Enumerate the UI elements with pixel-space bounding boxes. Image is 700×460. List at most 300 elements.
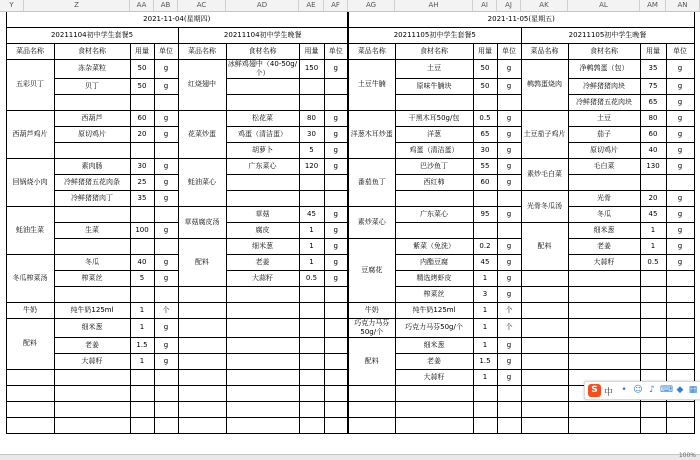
quantity[interactable] [299,78,324,94]
dish-name[interactable]: 鹌鹑蛋烧肉 [521,59,568,110]
quantity[interactable] [473,222,497,238]
quantity[interactable]: 3 [473,286,497,302]
dish-name[interactable] [6,401,54,417]
ingredient-name[interactable]: 广东菜心 [395,206,473,222]
keyboard-icon[interactable]: ⌨ [660,385,673,395]
unit[interactable]: g [324,59,348,78]
microphone-icon[interactable]: ♪ [649,385,655,395]
unit[interactable]: g [497,270,521,286]
quantity[interactable]: 60 [130,110,154,126]
unit[interactable] [324,302,348,318]
unit[interactable]: g [154,158,178,174]
ingredient-name[interactable]: 老姜 [54,337,130,353]
ingredient-name[interactable] [568,417,640,433]
quantity[interactable]: 150 [299,59,324,78]
row-gutter[interactable] [0,270,6,286]
unit[interactable]: g [154,337,178,353]
column-title[interactable]: 单位 [324,43,348,59]
unit[interactable] [666,302,694,318]
unit[interactable] [154,385,178,401]
quantity[interactable] [473,401,497,417]
ingredient-name[interactable]: 土豆 [395,59,473,78]
quantity[interactable]: 1 [473,369,497,385]
unit[interactable]: g [154,270,178,286]
quantity[interactable] [640,337,666,353]
ingredient-name[interactable] [54,94,130,110]
unit[interactable] [666,270,694,286]
quantity[interactable] [130,369,154,385]
quantity[interactable]: 0.2 [473,238,497,254]
quantity[interactable]: 1 [473,318,497,337]
dish-name[interactable]: 配料 [521,222,568,270]
quantity[interactable] [299,353,324,369]
ingredient-name[interactable]: 松花菜 [226,110,299,126]
zoom-level[interactable]: 100% [678,452,696,459]
ingredient-name[interactable]: 老姜 [568,238,640,254]
unit[interactable]: g [154,126,178,142]
quantity[interactable]: 30 [130,158,154,174]
quantity[interactable]: 1 [473,270,497,286]
unit[interactable] [497,417,521,433]
ingredient-name[interactable] [226,401,299,417]
quantity[interactable] [130,206,154,222]
unit[interactable]: g [497,174,521,190]
column-header[interactable]: AJ [497,0,521,11]
dish-name[interactable] [521,286,568,302]
quantity[interactable]: 80 [299,110,324,126]
ingredient-name[interactable] [226,78,299,94]
unit[interactable]: g [154,110,178,126]
ingredient-name[interactable] [226,417,299,433]
quantity[interactable]: 80 [640,110,666,126]
quantity[interactable] [299,318,324,337]
unit[interactable] [154,369,178,385]
dish-name[interactable] [521,401,568,417]
quantity[interactable]: 5 [299,142,324,158]
unit[interactable] [324,94,348,110]
column-title[interactable]: 用量 [640,43,666,59]
unit[interactable]: g [497,286,521,302]
unit[interactable]: g [154,254,178,270]
quantity[interactable]: 1 [130,318,154,337]
unit[interactable]: g [666,94,694,110]
unit[interactable]: g [154,353,178,369]
ingredient-name[interactable] [226,318,299,337]
ingredient-name[interactable]: 土豆 [568,110,640,126]
ingredient-name[interactable] [568,302,640,318]
unit[interactable]: g [324,110,348,126]
quantity[interactable] [640,286,666,302]
unit[interactable] [666,417,694,433]
ingredient-name[interactable]: 细米葱 [226,238,299,254]
quantity[interactable] [299,385,324,401]
dish-name[interactable]: 配料 [178,238,226,286]
ingredient-name[interactable]: 细米葱 [568,222,640,238]
ingredient-name[interactable] [54,385,130,401]
unit[interactable]: g [154,190,178,206]
quantity[interactable]: 25 [130,174,154,190]
ingredient-name[interactable] [226,94,299,110]
ingredient-name[interactable] [395,401,473,417]
ingredient-name[interactable]: 大蒜籽 [568,254,640,270]
unit[interactable] [154,286,178,302]
quantity[interactable]: 60 [640,126,666,142]
unit[interactable]: g [497,337,521,353]
quantity[interactable]: 0.5 [299,270,324,286]
column-header[interactable]: AL [568,0,640,11]
quantity[interactable]: 100 [130,222,154,238]
row-gutter[interactable] [0,286,6,302]
dish-name[interactable] [178,318,226,337]
quantity[interactable] [640,417,666,433]
unit[interactable]: g [324,158,348,174]
menu-grid-icon[interactable]: ▦ [688,385,698,395]
ingredient-name[interactable]: 西红柿 [395,174,473,190]
unit[interactable]: g [324,126,348,142]
column-header[interactable]: AM [640,0,666,11]
quantity[interactable]: 1 [473,302,497,318]
quantity[interactable]: 1 [640,238,666,254]
dish-name[interactable] [178,286,226,302]
skin-icon[interactable]: ◆ [676,385,684,395]
unit[interactable]: g [324,142,348,158]
ingredient-name[interactable] [395,385,473,401]
unit[interactable]: g [497,126,521,142]
unit[interactable]: g [497,238,521,254]
unit[interactable] [154,417,178,433]
quantity[interactable] [130,385,154,401]
unit[interactable] [666,401,694,417]
unit[interactable]: g [666,222,694,238]
quantity[interactable]: 50 [130,59,154,78]
ingredient-name[interactable] [54,401,130,417]
column-header[interactable]: AD [226,0,299,11]
dish-name[interactable]: 草菇腐皮汤 [178,206,226,238]
unit[interactable] [497,385,521,401]
unit[interactable] [324,78,348,94]
ingredient-name[interactable]: 贝丁 [54,78,130,94]
unit[interactable]: g [666,142,694,158]
unit[interactable]: g [497,78,521,94]
dish-name[interactable] [521,337,568,353]
quantity[interactable]: 0.5 [473,110,497,126]
unit[interactable]: g [154,318,178,337]
dish-name[interactable]: 红烧翅中 [178,59,226,110]
unit[interactable]: g [666,110,694,126]
row-gutter[interactable] [0,126,6,142]
dish-name[interactable] [521,318,568,337]
ingredient-name[interactable] [395,222,473,238]
unit[interactable]: g [154,174,178,190]
unit[interactable]: g [497,110,521,126]
ingredient-name[interactable] [226,353,299,369]
quantity[interactable] [130,401,154,417]
unit[interactable]: 个 [497,302,521,318]
column-header[interactable]: AK [521,0,568,11]
unit[interactable]: g [324,254,348,270]
ingredient-name[interactable] [568,270,640,286]
dish-name[interactable] [6,385,54,401]
quantity[interactable]: 35 [640,59,666,78]
quantity[interactable]: 1 [299,238,324,254]
unit[interactable] [497,401,521,417]
column-header[interactable]: AG [348,0,395,11]
quantity[interactable] [299,174,324,190]
dish-name[interactable]: 花菜炒蛋 [178,110,226,158]
ingredient-name[interactable] [568,286,640,302]
ingredient-name[interactable]: 冬瓜 [54,254,130,270]
sogou-logo-icon[interactable]: S [588,384,601,397]
ingredient-name[interactable] [226,337,299,353]
unit[interactable]: g [666,78,694,94]
quantity[interactable] [640,401,666,417]
unit[interactable] [666,353,694,369]
ingredient-name[interactable]: 广东菜心 [226,158,299,174]
ingredient-name[interactable]: 纯牛奶125ml [395,302,473,318]
unit[interactable] [324,174,348,190]
quantity[interactable]: 1 [299,254,324,270]
row-gutter[interactable] [0,222,6,238]
date-header[interactable]: 2021-11-05(星期五) [348,12,694,27]
ingredient-name[interactable]: 纯牛奶125ml [54,302,130,318]
ingredient-name[interactable]: 洋葱 [395,126,473,142]
unit[interactable]: g [497,158,521,174]
quantity[interactable] [640,302,666,318]
ingredient-name[interactable] [568,353,640,369]
unit[interactable]: g [324,238,348,254]
dish-name[interactable]: 豆腐花 [348,238,395,302]
ingredient-name[interactable] [54,238,130,254]
ingredient-name[interactable] [226,174,299,190]
dish-name[interactable]: 冬瓜榨菜汤 [6,254,54,302]
unit[interactable] [324,318,348,337]
ingredient-name[interactable] [226,385,299,401]
quantity[interactable] [299,302,324,318]
ingredient-name[interactable] [54,142,130,158]
row-gutter[interactable] [0,78,6,94]
meal-title[interactable]: 20211105初中学生晚餐 [521,27,694,43]
unit[interactable] [666,174,694,190]
ingredient-name[interactable]: 内酯豆腐 [395,254,473,270]
dish-name[interactable]: 番茄鱼丁 [348,158,395,206]
meal-title[interactable]: 20211104初中学生晚餐 [178,27,348,43]
unit[interactable] [154,142,178,158]
ingredient-name[interactable]: 紫菜（免洗） [395,238,473,254]
quantity[interactable]: 45 [640,206,666,222]
ingredient-name[interactable]: 西葫芦 [54,110,130,126]
unit[interactable]: g [154,78,178,94]
dish-name[interactable]: 西葫芦鸡片 [6,110,54,158]
quantity[interactable]: 50 [473,78,497,94]
unit[interactable]: g [154,59,178,78]
quantity[interactable] [299,337,324,353]
ingredient-name[interactable]: 老姜 [395,353,473,369]
row-gutter[interactable] [0,238,6,254]
column-title[interactable]: 食材名称 [568,43,640,59]
dish-name[interactable] [178,353,226,369]
quantity[interactable] [473,190,497,206]
ingredient-name[interactable]: 腐皮 [226,222,299,238]
dish-name[interactable]: 素炒菜心 [348,206,395,238]
ingredient-name[interactable]: 胡萝卜 [226,142,299,158]
ingredient-name[interactable]: 鸡蛋（清洁蛋） [395,142,473,158]
unit[interactable] [324,417,348,433]
unit[interactable]: g [666,238,694,254]
quantity[interactable]: 45 [473,254,497,270]
quantity[interactable]: 1 [299,222,324,238]
ingredient-name[interactable]: 细米葱 [54,318,130,337]
unit[interactable]: g [666,190,694,206]
quantity[interactable]: 75 [640,78,666,94]
dish-name[interactable] [521,385,568,401]
unit[interactable] [154,238,178,254]
quantity[interactable]: 1 [640,222,666,238]
unit[interactable] [497,94,521,110]
ingredient-name[interactable]: 巧克力马芬50g/个 [395,318,473,337]
quantity[interactable]: 65 [640,94,666,110]
unit[interactable]: g [497,369,521,385]
dish-name[interactable] [348,417,395,433]
quantity[interactable]: 5 [130,270,154,286]
quantity[interactable]: 1 [130,353,154,369]
quantity[interactable] [130,238,154,254]
ingredient-name[interactable] [568,337,640,353]
quantity[interactable] [130,142,154,158]
column-header[interactable]: Y [0,0,24,11]
quantity[interactable] [640,318,666,337]
unit[interactable] [154,94,178,110]
quantity[interactable] [299,417,324,433]
dish-name[interactable]: 素炒毛白菜 [521,158,568,190]
ingredient-name[interactable]: 原切鸡片 [54,126,130,142]
quantity[interactable] [640,270,666,286]
dish-name[interactable] [521,270,568,286]
quantity[interactable]: 50 [473,59,497,78]
column-title[interactable]: 菜品名称 [348,43,395,59]
dish-name[interactable]: 牛奶 [6,302,54,318]
column-title[interactable]: 单位 [154,43,178,59]
ingredient-name[interactable] [395,190,473,206]
unit[interactable] [324,286,348,302]
ingredient-name[interactable]: 冷鲜猪猪五花肉条 [54,174,130,190]
quantity[interactable]: 130 [640,158,666,174]
ingredient-name[interactable]: 榨菜丝 [395,286,473,302]
unit[interactable]: g [497,59,521,78]
dish-name[interactable]: 配料 [6,318,54,369]
column-header[interactable]: Z [24,0,130,11]
dish-name[interactable] [6,417,54,433]
column-title[interactable]: 菜品名称 [178,43,226,59]
quantity[interactable] [299,401,324,417]
quantity[interactable] [299,190,324,206]
unit[interactable]: g [497,142,521,158]
ingredient-name[interactable] [226,286,299,302]
quantity[interactable]: 40 [640,142,666,158]
unit[interactable] [666,337,694,353]
dish-name[interactable]: 光骨冬瓜汤 [521,190,568,222]
ingredient-name[interactable]: 茄子 [568,126,640,142]
dish-name[interactable] [178,401,226,417]
quantity[interactable] [473,417,497,433]
unit[interactable]: g [154,222,178,238]
unit[interactable]: g [666,206,694,222]
ingredient-name[interactable] [54,206,130,222]
quantity[interactable]: 35 [130,190,154,206]
dish-name[interactable]: 洋葱木耳炒蛋 [348,110,395,158]
ingredient-name[interactable]: 生菜 [54,222,130,238]
ingredient-name[interactable]: 冰鲜鸡翅中（40-50g/个） [227,59,298,77]
column-header[interactable]: AB [154,0,178,11]
quantity[interactable]: 30 [473,142,497,158]
quantity[interactable]: 40 [130,254,154,270]
dish-name[interactable]: 巧克力马芬50g/个 [348,318,395,337]
dish-name[interactable] [178,369,226,385]
unit[interactable]: g [497,206,521,222]
column-header[interactable]: AA [130,0,154,11]
unit[interactable] [497,222,521,238]
dish-name[interactable] [348,401,395,417]
dish-name[interactable] [178,385,226,401]
ingredient-name[interactable]: 精选烤虾皮 [395,270,473,286]
quantity[interactable]: 0.5 [640,254,666,270]
unit[interactable] [324,353,348,369]
unit[interactable] [324,385,348,401]
ingredient-name[interactable] [226,190,299,206]
quantity[interactable] [299,94,324,110]
quantity[interactable] [299,286,324,302]
column-title[interactable]: 用量 [130,43,154,59]
ingredient-name[interactable]: 榨菜丝 [54,270,130,286]
quantity[interactable]: 50 [130,78,154,94]
dish-name[interactable]: 土豆牛腩 [348,59,395,110]
unit[interactable]: 个 [154,302,178,318]
dish-name[interactable] [178,337,226,353]
unit[interactable]: g [497,254,521,270]
column-header[interactable]: AE [299,0,324,11]
ingredient-name[interactable]: 原切鸡片 [568,142,640,158]
unit[interactable] [666,286,694,302]
dish-name[interactable]: 土豆茄子鸡片 [521,110,568,158]
unit[interactable] [324,369,348,385]
column-title[interactable]: 用量 [473,43,497,59]
unit[interactable] [324,401,348,417]
ingredient-name[interactable] [568,401,640,417]
quantity[interactable] [640,353,666,369]
ingredient-name[interactable] [226,369,299,385]
dish-name[interactable]: 蚝油生菜 [6,206,54,254]
unit[interactable]: g [324,222,348,238]
meal-title[interactable]: 20211104初中学生套餐5 [6,27,178,43]
date-header[interactable]: 2021-11-04(星期四) [6,12,348,27]
dish-name[interactable]: 回锅烧小肉 [6,158,54,206]
unit[interactable]: g [666,126,694,142]
ingredient-name[interactable]: 冬瓜 [568,206,640,222]
ingredient-name[interactable] [226,302,299,318]
column-header[interactable]: AC [178,0,226,11]
quantity[interactable]: 1.5 [473,353,497,369]
quantity[interactable]: 45 [299,206,324,222]
row-gutter[interactable] [0,337,6,353]
quantity[interactable]: 30 [299,126,324,142]
ingredient-name[interactable]: 毛白菜 [568,158,640,174]
quantity[interactable] [473,94,497,110]
row-gutter[interactable] [0,174,6,190]
row-gutter[interactable] [0,142,6,158]
dish-name[interactable] [521,353,568,369]
ingredient-name[interactable]: 巴沙鱼丁 [395,158,473,174]
column-title[interactable]: 单位 [666,43,694,59]
quantity[interactable]: 95 [473,206,497,222]
